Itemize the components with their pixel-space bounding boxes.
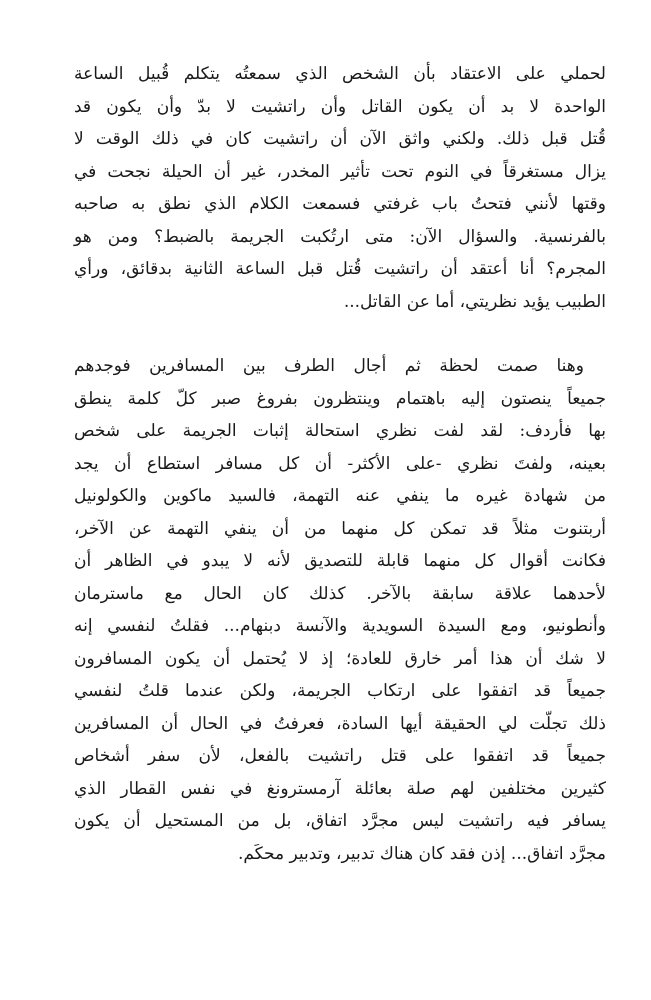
text-line: قُتل قبل ذلك. ولكني واثق الآن أن راتشيت كان في ذلك الوقت لا — [74, 129, 606, 149]
text-line: لحملي على الاعتقاد بأن الشخص الذي سمعتُه يتكلم قُبيل الساعة — [74, 64, 606, 84]
text-line: مجرَّد اتفاق... إذن فقد كان هناك تدبير، وتدبير محكَم. — [237, 843, 606, 864]
text-line: الواحدة لا بد أن يكون القاتل وأن راتشيت لا بدّ وأن يكون قد — [74, 96, 606, 117]
text-line: ذلك تجلّت لي الحقيقة أيها السادة، فعرفتُ في الحال أن المسافرين — [74, 713, 606, 734]
text-line: المجرم؟ أنا أعتقد أن راتشيت قُتل قبل الساعة الثانية بدقائق، ورأي — [74, 259, 606, 279]
text-line: وأنطونيو، ومع السيدة السويدية والآنسة دبنهام... فقلتُ لنفسي إنه — [74, 616, 606, 636]
text-line: لا شك أن هذا أمر خارق للعادة؛ إذ لا يُحتمل أن يكون المسافرون — [74, 648, 606, 669]
text-line: لأحدهما علاقة سابقة بالآخر. كذلك كان الحال مع ماسترمان — [74, 583, 606, 604]
text-line: يزال مستغرقاً في النوم تحت تأثير المخدر، غير أن الحيلة نجحت في — [74, 161, 606, 182]
text-line: أربتنوت مثلاً قد تمكن كل منهما من أن ينفي التهمة عن الآخر، — [74, 518, 606, 539]
text-line: فكانت أقوال كل منهما قابلة للتصديق لأنه لا يبدو في الظاهر أن — [74, 551, 606, 571]
text-line: بها فأردف: لقد لفت نظري استحالة إثبات الجريمة على شخص — [74, 421, 606, 441]
book-page-text — [74, 58, 606, 870]
paragraph-gap — [74, 318, 606, 350]
paragraph-1 — [74, 58, 606, 318]
text-line: من شهادة غيره ما ينفي عنه التهمة، فالسيد ماكوين والكولونيل — [74, 486, 606, 506]
text-line: كثيرين مختلفين لهم صلة بعائلة آرمسترونغ في نفس القطار الذي — [74, 778, 606, 799]
text-line: الطبيب يؤيد نظريتي، أما عن القاتل... — [343, 291, 606, 312]
text-line: جميعاً ينصتون إليه باهتمام وينتظرون بفروغ صبر كلّ كلمة ينطق — [74, 388, 606, 409]
text-line: بعينه، ولفتَ نظري -على الأكثر- أن كل مسافر استطاع أن يجد — [74, 453, 606, 474]
paragraph-2 — [74, 350, 606, 870]
text-line: جميعاً قد اتفقوا على قتل راتشيت بالفعل، لأن سفر أشخاص — [74, 746, 606, 766]
text-line: يسافر فيه راتشيت ليس مجرَّد اتفاق، بل من المستحيل أن يكون — [74, 811, 606, 831]
text-line: جميعاً قد اتفقوا على ارتكاب الجريمة، ولكن عندما قلتُ لنفسي — [74, 681, 606, 701]
text-line: بالفرنسية. والسؤال الآن: متى ارتُكبت الجريمة بالضبط؟ ومن هو — [74, 226, 606, 247]
text-line: وهنا صمت لحظة ثم أجال الطرف بين المسافرين فوجدهم — [74, 356, 584, 376]
text-line: وقتها لأنني فتحتُ باب غرفتي فسمعت الكلام الذي نطق به صاحبه — [74, 194, 606, 214]
